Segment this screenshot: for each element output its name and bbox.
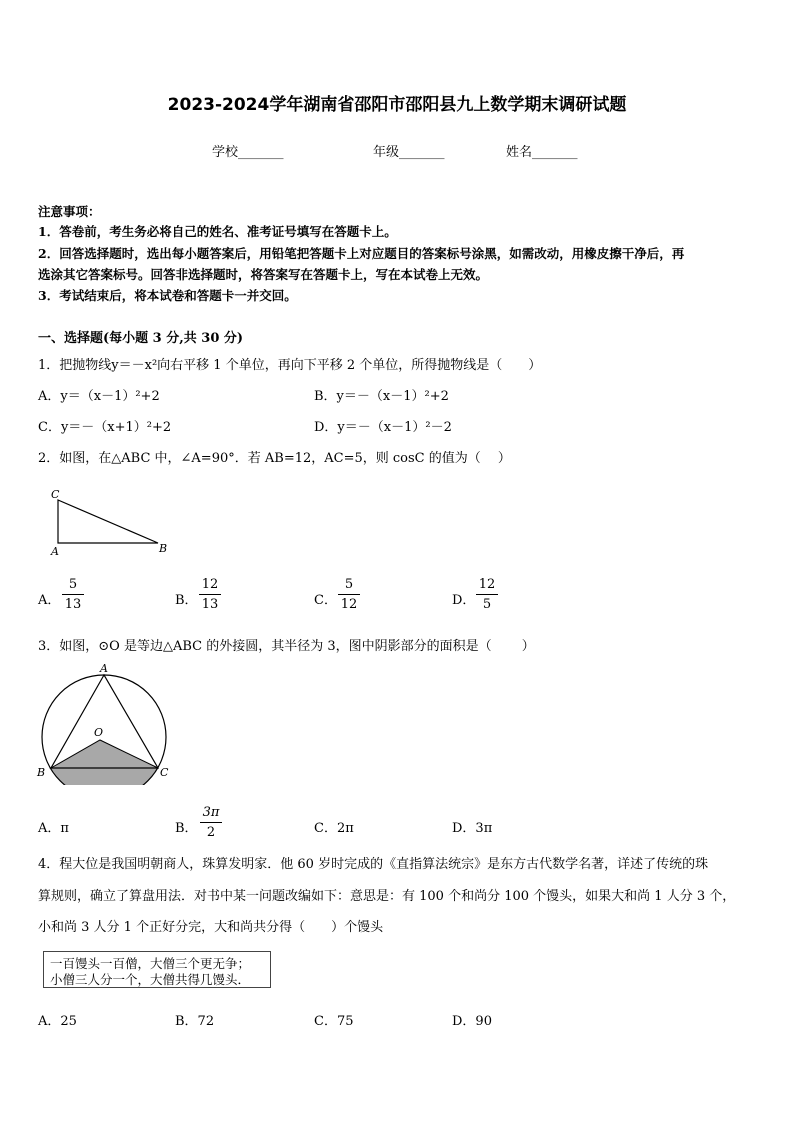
name-field: 姓名_______ xyxy=(506,145,578,160)
right-triangle-figure xyxy=(40,485,180,560)
question-2-stem: 2．如图，在△ABC 中，∠A=90°．若 AB=12，AC=5，则 cosC 的值为（ ） xyxy=(38,451,511,466)
question-1-stem: 1．把抛物线y＝－x²向右平移 1 个单位，再向下平移 2 个单位，所得抛物线是（ ） xyxy=(38,358,542,373)
shaded-triangle-obc xyxy=(51,740,158,768)
poem-line-1: 一百馒头一百僧，大僧三个更无争； xyxy=(50,956,251,971)
question-3-option-b-letter: B． xyxy=(175,821,198,836)
question-1-option-a: A．y＝（x－1）²+2 xyxy=(38,389,160,404)
fraction-denominator: 13 xyxy=(64,597,82,612)
question-4-stem-line-3: 小和尚 3 人分 1 个正好分完，大和尚共分得（ ）个馒头 xyxy=(38,920,384,935)
fraction-denominator: 12 xyxy=(340,597,358,612)
vertex-label-c: C xyxy=(51,488,60,501)
notice-item-2-cont: 选涂其它答案标号。回答非选择题时，将答案写在答题卡上，写在本试卷上无效。 xyxy=(38,267,489,282)
fraction-denominator: 5 xyxy=(482,597,492,612)
question-2-option-c-letter: C． xyxy=(314,593,337,608)
question-3-option-c: C．2π xyxy=(314,821,354,836)
poem-line-2: 小僧三人分一个，大僧共得几馒头． xyxy=(50,972,251,987)
shaded-segment xyxy=(51,768,158,785)
vertex-label-b: B xyxy=(159,542,168,555)
question-3-option-b-fraction xyxy=(196,804,226,841)
vertex-label-c: C xyxy=(160,766,169,779)
question-1-option-c: C．y＝－（x+1）²+2 xyxy=(38,420,172,435)
vertex-label-a: A xyxy=(100,662,108,675)
grade-field: 年级_______ xyxy=(373,145,445,160)
notice-item-2: 2．回答选择题时，选出每小题答案后，用铅笔把答题卡上对应题目的答案标号涂黑，如需改动，用橡皮擦干净后，再 xyxy=(38,246,685,261)
question-2-option-d-fraction xyxy=(472,576,502,613)
vertex-label-a: A xyxy=(51,545,59,558)
notice-item-1: 1．答卷前，考生务必将自己的姓名、准考证号填写在答题卡上。 xyxy=(38,224,397,239)
question-4-option-d: D．90 xyxy=(452,1014,492,1029)
question-4-stem-line-2: 算规则，确立了算盘用法．对书中某一问题改编如下：意思是：有 100 个和尚分 100 个馒头，如果大和尚 1 人分 3 个， xyxy=(38,889,736,904)
question-2-option-a-fraction xyxy=(58,576,88,613)
question-3-option-a: A．π xyxy=(38,821,69,836)
notice-item-3: 3．考试结束后，将本试卷和答题卡一并交回。 xyxy=(38,288,297,303)
question-4-option-a: A．25 xyxy=(38,1014,77,1029)
question-1-option-d: D．y＝－（x－1）²－2 xyxy=(314,420,452,435)
question-2-option-a-letter: A． xyxy=(38,593,61,608)
question-2-option-b-letter: B． xyxy=(175,593,198,608)
question-1-option-b: B．y＝－（x－1）²+2 xyxy=(314,389,449,404)
fraction-numerator: 12 xyxy=(201,577,219,592)
circle-triangle-figure xyxy=(34,660,179,785)
question-2-option-c-fraction xyxy=(334,576,364,613)
triangle-abc xyxy=(58,500,158,543)
fraction-numerator: 3π xyxy=(202,805,220,820)
fraction-denominator: 2 xyxy=(206,825,216,840)
poem-box xyxy=(43,951,271,988)
fraction-numerator: 12 xyxy=(478,577,496,592)
notice-heading: 注意事项： xyxy=(38,204,101,219)
school-field: 学校_______ xyxy=(212,145,284,160)
question-4-stem-line-1: 4．程大位是我国明朝商人，珠算发明家．他 60 岁时完成的《直指算法统宗》是东方古代数学名著，详述了传统的珠 xyxy=(38,857,709,872)
question-3-stem: 3．如图，⊙O 是等边△ABC 的外接圆，其半径为 3，图中阴影部分的面积是（ ） xyxy=(38,639,535,654)
question-2-option-d-letter: D． xyxy=(452,593,476,608)
center-label-o: O xyxy=(94,726,104,739)
fraction-denominator: 13 xyxy=(201,597,219,612)
section-heading: 一、选择题(每小题 3 分,共 30 分) xyxy=(38,331,244,346)
fraction-numerator: 5 xyxy=(344,577,354,592)
question-4-option-c: C．75 xyxy=(314,1014,354,1029)
page-title: 2023-2024学年湖南省邵阳市邵阳县九上数学期末调研试题 xyxy=(167,95,627,115)
question-4-option-b: B．72 xyxy=(175,1014,215,1029)
question-3-option-d: D．3π xyxy=(452,821,493,836)
vertex-label-b: B xyxy=(37,766,46,779)
question-2-option-b-fraction xyxy=(195,576,225,613)
fraction-numerator: 5 xyxy=(68,577,78,592)
